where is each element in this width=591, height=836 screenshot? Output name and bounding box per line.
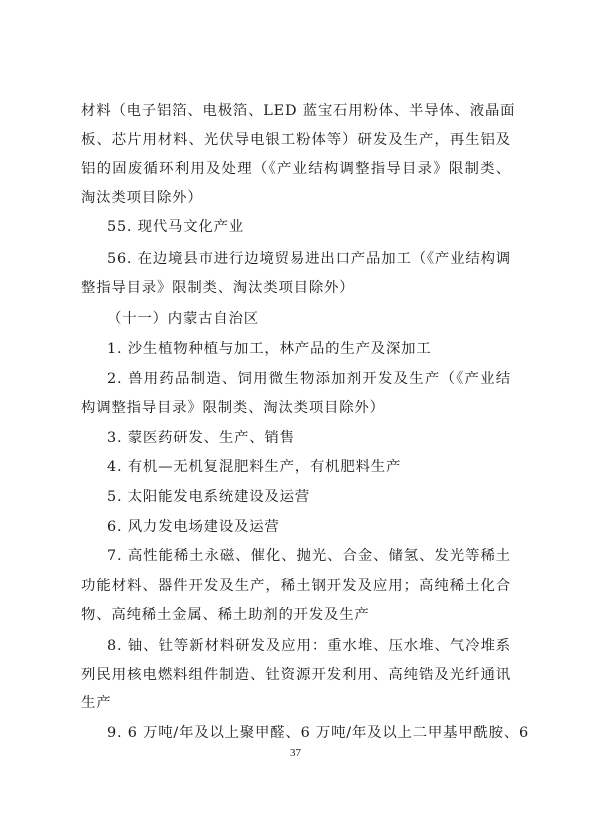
list-item: 4. 有机—无机复混肥料生产，有机肥料生产	[107, 459, 402, 475]
text-line: 淘汰类项目除外）	[81, 190, 203, 206]
list-item: 7. 高性能稀土永磁、催化、抛光、合金、储氢、发光等稀土	[107, 548, 511, 564]
list-item: 3. 蒙医药研发、生产、销售	[107, 430, 295, 446]
list-item: 6. 风力发电场建设及运营	[107, 519, 280, 535]
text-line: 列民用核电燃料组件制造、钍资源开发利用、高纯锆及光纤通讯	[81, 667, 511, 683]
list-item: 56. 在边境县市进行边境贸易进出口产品加工（《产业结构调	[107, 251, 511, 267]
text-line: 板、芯片用材料、光伏导电银工粉体等）研发及生产，再生铝及	[81, 132, 511, 148]
list-item: 2. 兽用药品制造、饲用微生物添加剂开发及生产（《产业结	[107, 371, 511, 387]
text-line: 材料（电子铝箔、电极箔、LED 蓝宝石用粉体、半导体、液晶面	[81, 103, 516, 119]
list-item: 55. 现代马文化产业	[107, 219, 244, 235]
text-line: 整指导目录》限制类、淘汰类项目除外）	[81, 280, 355, 296]
text-line: 物、高纯稀土金属、稀土助剂的开发及生产	[81, 607, 370, 623]
page-number: 37	[290, 747, 301, 759]
list-item: 1. 沙生植物种植与加工，林产品的生产及深加工	[107, 341, 432, 357]
text-line: 生产	[81, 695, 112, 711]
text-line: 铝的固废循环利用及处理（《产业结构调整指导目录》限制类、	[81, 161, 511, 177]
list-item: 8. 铀、钍等新材料研发及应用：重水堆、压水堆、气冷堆系	[107, 638, 511, 654]
text-line: 功能材料、器件开发及生产，稀土钢开发及应用；高纯稀土化合	[81, 578, 511, 594]
section-heading: （十一）内蒙古自治区	[107, 311, 259, 327]
text-line: 构调整指导目录》限制类、淘汰类项目除外）	[81, 400, 385, 416]
list-item: 5. 太阳能发电系统建设及运营	[107, 489, 310, 505]
list-item: 9. 6 万吨/年及以上聚甲醛、6 万吨/年及以上二甲基甲酰胺、6	[107, 725, 530, 741]
